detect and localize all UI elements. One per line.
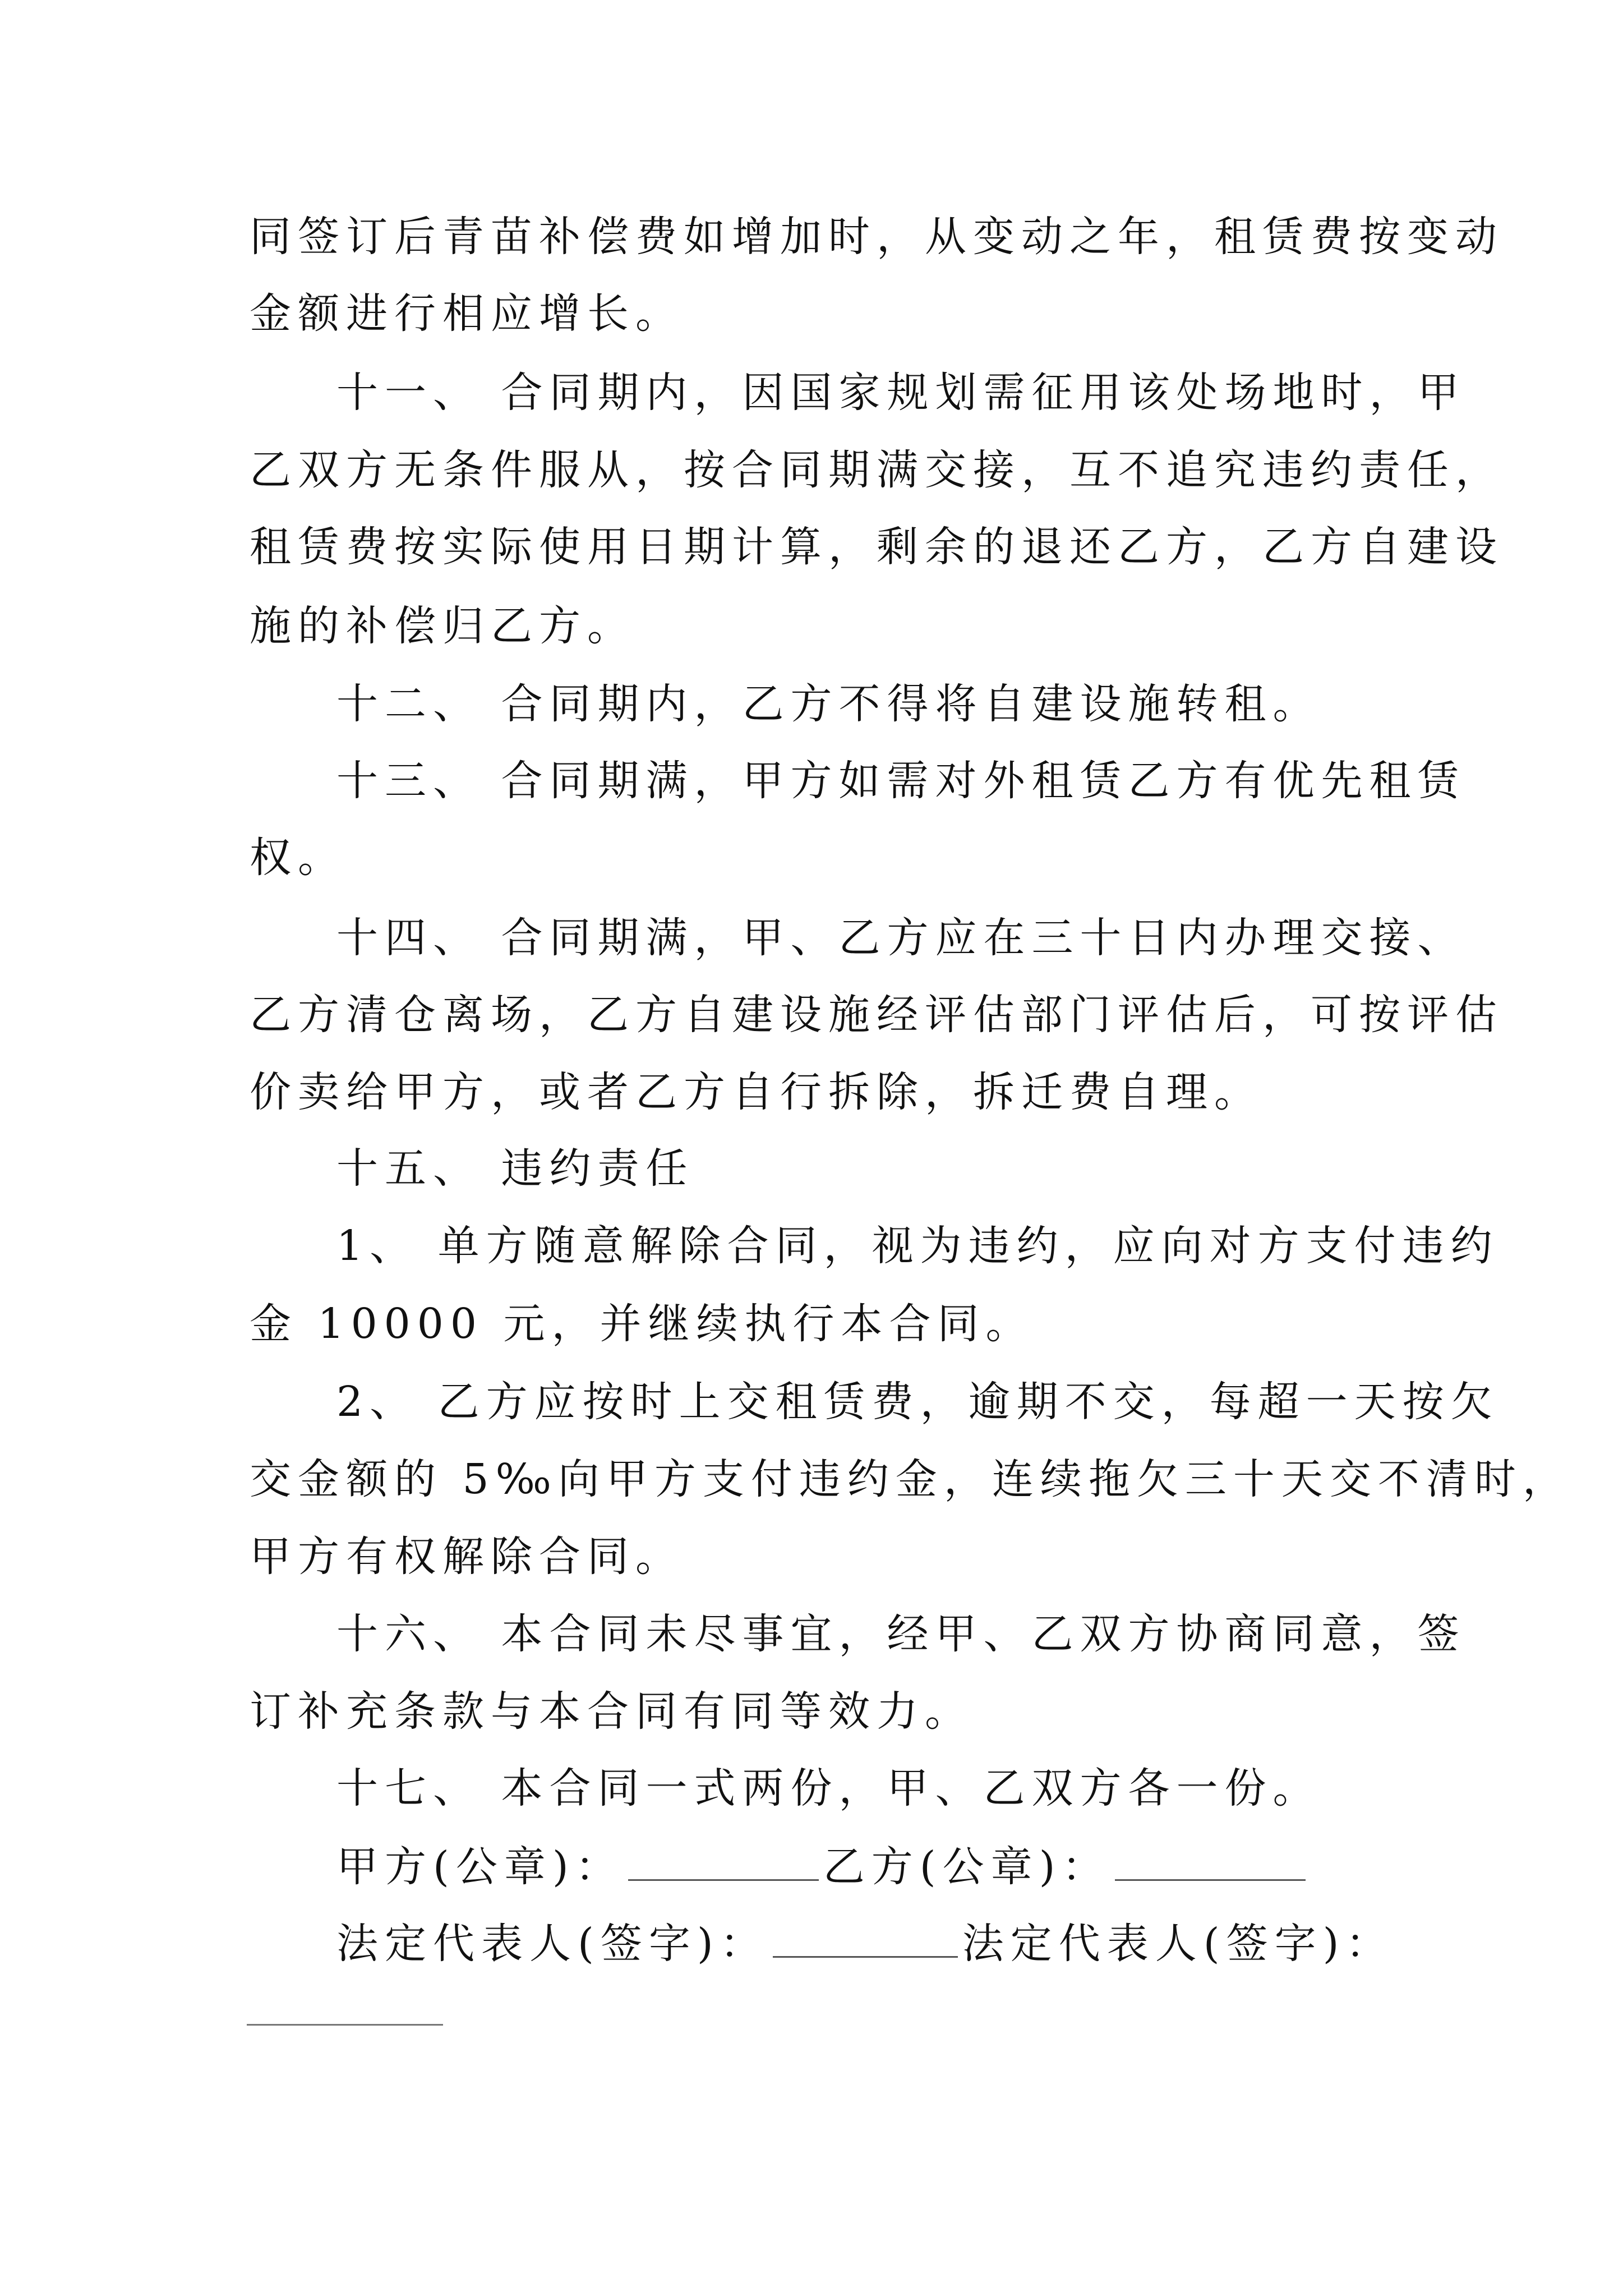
party-a-seal-label: 甲方(公章)： xyxy=(336,1843,624,1891)
rep-a-label: 法定代表人(签字)： xyxy=(336,1920,768,1968)
clause-14: 十四、 合同期满，甲、乙方应在三十日内办理交接、 xyxy=(336,914,1466,962)
seal-line xyxy=(336,1839,1310,1895)
text-line: 金 10000 元，并继续执行本合同。 xyxy=(250,1300,1034,1348)
text-line: 乙方清仓离场，乙方自建设施经评估部门评估后，可按评估 xyxy=(250,991,1504,1039)
rep-b-label: 法定代表人(签字)： xyxy=(962,1920,1394,1968)
text-line: 施的补偿归乙方。 xyxy=(250,602,635,650)
text-line: 租赁费按实际使用日期计算，剩余的退还乙方，乙方自建设 xyxy=(250,523,1504,571)
text-line: 乙双方无条件服从，按合同期满交接，互不追究违约责任， xyxy=(250,446,1504,494)
clause-16: 十六、 本合同未尽事宜，经甲、乙双方协商同意，签 xyxy=(336,1610,1466,1658)
text-line: 同签订后青苗补偿费如增加时，从变动之年，租赁费按变动 xyxy=(250,213,1504,261)
representative-line xyxy=(336,1916,1394,1972)
text-line: 订补充条款与本合同有同等效力。 xyxy=(250,1687,973,1736)
text-line: 价卖给甲方，或者乙方自行拆除，拆迁费自理。 xyxy=(250,1068,1262,1116)
text-line: 权。 xyxy=(250,834,346,882)
text-line: 甲方有权解除合同。 xyxy=(250,1533,684,1581)
item-2: 2、 乙方应按时上交租赁费，逾期不交，每超一天按欠 xyxy=(336,1378,1499,1426)
party-b-seal-blank xyxy=(1115,1843,1306,1881)
text-line: 交金额的 5‰向甲方支付违约金，连续拖欠三十天交不清时， xyxy=(250,1455,1571,1503)
clause-13: 十三、 合同期满，甲方如需对外租赁乙方有优先租赁 xyxy=(336,757,1466,805)
clause-15: 十五、 违约责任 xyxy=(336,1144,694,1193)
clause-17: 十七、 本合同一式两份，甲、乙双方各一份。 xyxy=(336,1764,1321,1812)
item-1: 1、 单方随意解除合同，视为违约，应向对方支付违约 xyxy=(336,1222,1499,1270)
party-a-seal-blank xyxy=(628,1843,819,1881)
clause-11: 十一、 合同期内，因国家规划需征用该处场地时，甲 xyxy=(336,369,1466,417)
rep-b-blank xyxy=(247,2024,443,2026)
rep-a-blank xyxy=(773,1920,958,1958)
clause-12: 十二、 合同期内，乙方不得将自建设施转租。 xyxy=(336,680,1321,728)
party-b-seal-label: 乙方(公章)： xyxy=(823,1843,1110,1891)
text-line: 金额进行相应增长。 xyxy=(250,289,684,338)
